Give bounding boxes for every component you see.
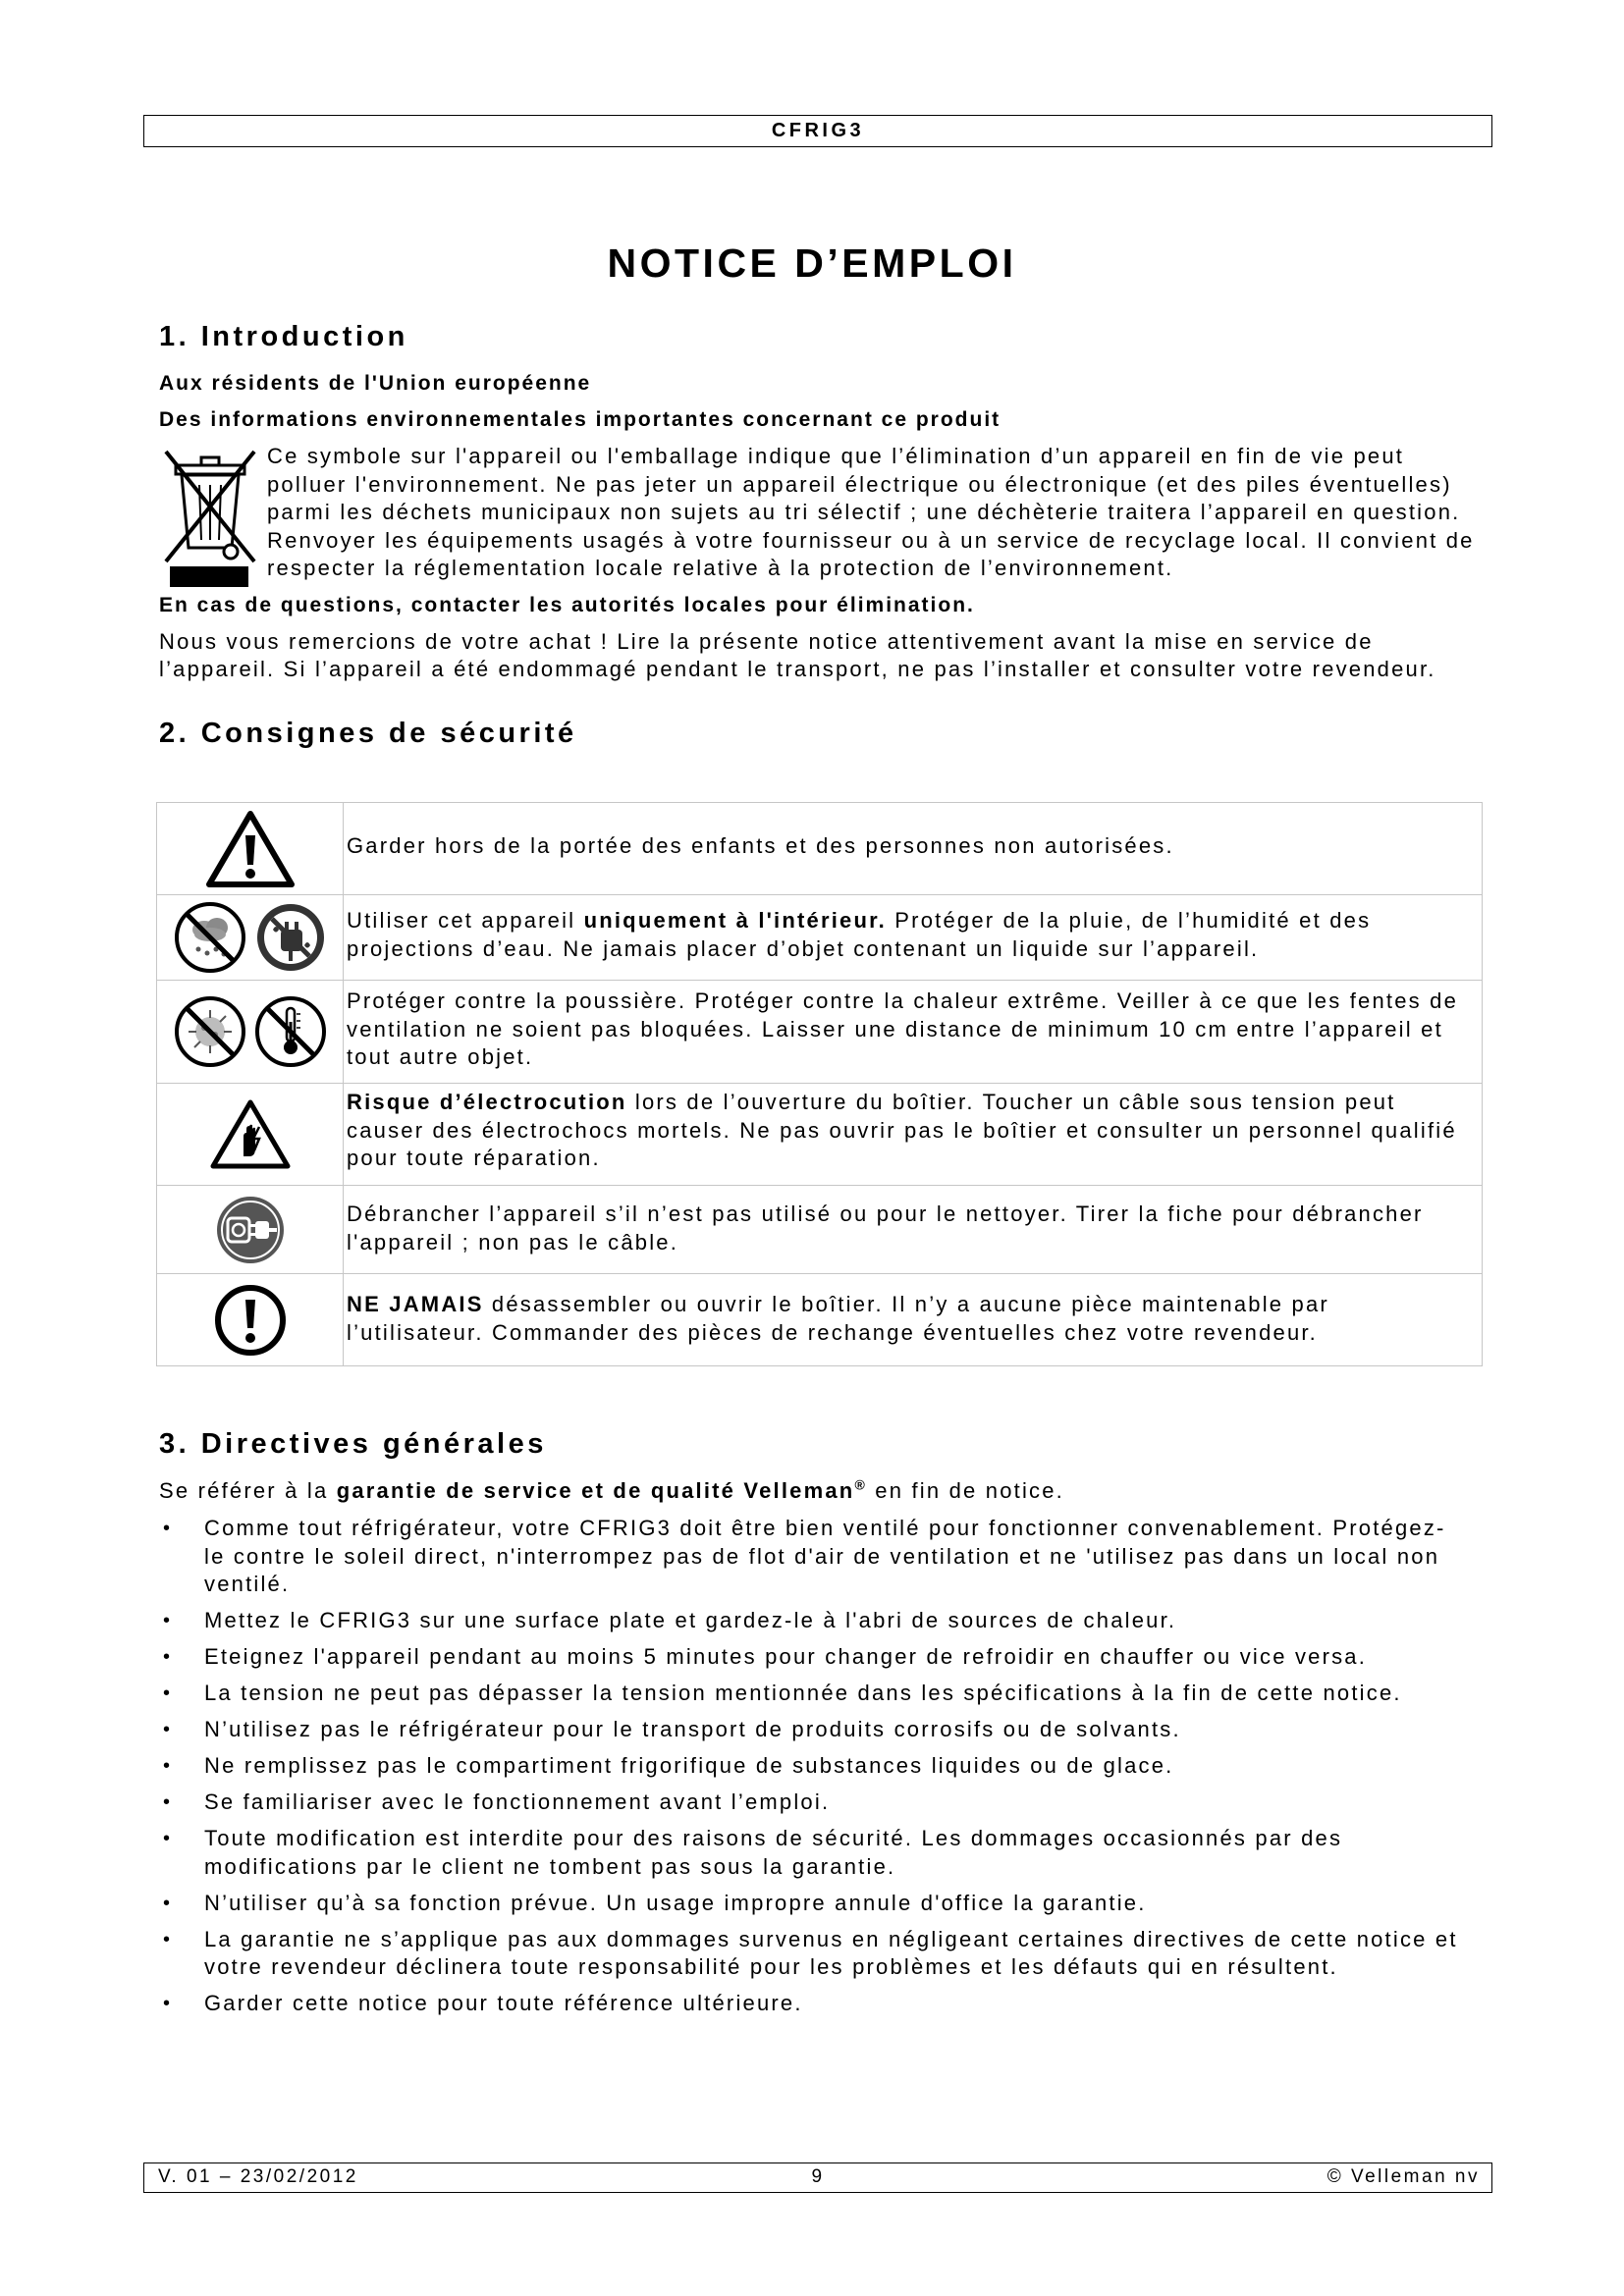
safety-icon-cell xyxy=(157,981,344,1083)
registered-mark: ® xyxy=(854,1476,867,1493)
safety-line: pour toute réparation. xyxy=(347,1146,601,1170)
indoor-only-emphasis: uniquement à l'intérieur. xyxy=(583,908,887,933)
list-item-line: Eteignez l'appareil pendant au moins 5 minutes pour changer de refroidir en chauffer ou vice versa. xyxy=(204,1644,1368,1669)
safety-line xyxy=(347,1291,1482,1319)
list-item-line: N’utiliser qu’à sa fonction prévue. Un usage impropre annule d'office la garantie. xyxy=(204,1890,1147,1915)
bullet-icon: • xyxy=(163,1610,173,1631)
safety-line: tout autre objet. xyxy=(347,1044,534,1069)
list-item xyxy=(0,1515,1624,1599)
section-heading-safety: 2. Consignes de sécurité xyxy=(159,718,577,749)
list-item-line: Se familiariser avec le fonctionnement avant l’emploi. xyxy=(204,1789,831,1814)
safety-line: Garder hors de la portée des enfants et des personnes non autorisées. xyxy=(347,833,1174,858)
version-date: V. 01 – 23/02/2012 xyxy=(158,2166,358,2187)
safety-text-cell xyxy=(344,981,1482,1083)
list-item xyxy=(0,1890,1624,1918)
warning-triangle-icon xyxy=(203,808,298,890)
safety-line: causer des électrochocs mortels. Ne pas ouvrir pas le boîtier et consulter un personnel qualifié xyxy=(347,1117,1457,1143)
list-item-line: La tension ne peut pas dépasser la tension mentionnée dans les spécifications à la fin de cette notice. xyxy=(204,1681,1402,1705)
list-item-line: Ne remplissez pas le compartiment frigorifique de substances liquides ou de glace. xyxy=(204,1753,1174,1778)
list-item-line: modifications par le client ne tombent pas sous la garantie. xyxy=(204,1853,896,1879)
bullet-icon: • xyxy=(163,1892,173,1914)
thanks-line: l’appareil. Si l’appareil a été endommagé pendant le transport, ne pas l’installer et consulter votre revendeur. xyxy=(159,656,1436,681)
list-item xyxy=(0,1716,1624,1744)
no-rain-icon xyxy=(173,900,247,975)
weee-line: Ce symbole sur l'appareil ou l'emballage indique que l’élimination d’un appareil en fin de vie peut xyxy=(267,444,1405,468)
list-item-line: Mettez le CFRIG3 sur une surface plate et gardez-le à l'abri de sources de chaleur. xyxy=(204,1608,1177,1632)
list-item xyxy=(0,1752,1624,1781)
list-item-line: le contre le soleil direct, n'interrompez pas de flot d'air de ventilation et ne 'utilisez pas dans un local non xyxy=(204,1543,1440,1569)
safety-text: désassembler ou ouvrir le boîtier. Il n’y a aucune pièce maintenable par xyxy=(483,1292,1329,1316)
section-heading-introduction: 1. Introduction xyxy=(159,321,408,352)
safety-row-no-disassembly xyxy=(157,1273,1482,1365)
electrocution-risk-emphasis: Risque d’électrocution xyxy=(347,1090,627,1114)
safety-text-cell xyxy=(344,1186,1482,1273)
crossed-out-wheelie-bin-icon xyxy=(160,438,260,589)
safety-line: Débrancher l’appareil s’il n’est pas utilisé ou pour le nettoyer. Tirer la fiche pour débrancher xyxy=(347,1201,1424,1226)
bullet-icon: • xyxy=(163,1646,173,1668)
weee-line: parmi les déchets municipaux non sujets au tri sélectif ; une déchèterie traitera l’appareil en question. xyxy=(267,500,1461,524)
safety-text: lors de l’ouverture du boîtier. Toucher un câble sous tension peut xyxy=(626,1090,1396,1114)
model-name: CFRIG3 xyxy=(771,120,865,141)
bullet-icon: • xyxy=(163,1993,173,2014)
safety-row-unplug xyxy=(157,1185,1482,1273)
safety-text-cell xyxy=(344,803,1482,894)
safety-icon-cell xyxy=(157,1186,344,1273)
no-water-on-plug-icon xyxy=(253,900,328,975)
list-item xyxy=(0,1680,1624,1708)
safety-row-indoor-use xyxy=(157,894,1482,980)
eu-residents-heading: Aux résidents de l'Union européenne xyxy=(159,372,592,395)
weee-line: respecter la réglementation locale relative à la protection de l’environnement. xyxy=(267,556,1174,580)
list-item-line: votre revendeur déclinera toute responsabilité pour les problèmes et les défauts qui en résultent. xyxy=(204,1954,1338,1979)
exclamation-circle-icon xyxy=(213,1283,288,1358)
environmental-info-heading: Des informations environnementales importantes concernant ce produit xyxy=(159,408,1001,431)
safety-text: Protéger de la pluie, de l’humidité et des xyxy=(886,908,1372,933)
warranty-reference-emphasis: garantie de service et de qualité Velleman xyxy=(336,1478,855,1503)
page-number: 9 xyxy=(811,2166,825,2187)
bullet-icon: • xyxy=(163,1755,173,1777)
bullet-icon: • xyxy=(163,1719,173,1740)
bullet-icon: • xyxy=(163,1928,173,1950)
electric-shock-warning-icon xyxy=(208,1097,293,1172)
warranty-reference-text: en fin de notice. xyxy=(866,1478,1064,1503)
list-item-line: Comme tout réfrigérateur, votre CFRIG3 doit être bien ventilé pour fonctionner convenablement. Protégez- xyxy=(204,1516,1446,1540)
bullet-icon: • xyxy=(163,1518,173,1539)
list-item-line: La garantie ne s’applique pas aux dommages survenus en négligeant certaines directives de cette notice et xyxy=(204,1926,1458,1951)
safety-row-supervision xyxy=(157,803,1482,894)
weee-line: polluer l'environnement. Ne pas jeter un appareil électrique ou électronique (et des piles éventuelles) xyxy=(267,471,1452,497)
weee-line: Renvoyer les équipements usagés à votre fournisseur ou à un service de recyclage local. Il convient de xyxy=(267,527,1475,553)
list-item-line: N’utilisez pas le réfrigérateur pour le transport de produits corrosifs ou de solvants. xyxy=(204,1717,1181,1741)
list-item-line: Toute modification est interdite pour des raisons de sécurité. Les dommages occasionnés par des xyxy=(204,1826,1343,1850)
safety-line: ventilation ne soient pas bloquées. Laisser une distance de minimum 10 cm entre l’appareil et xyxy=(347,1016,1443,1041)
list-item xyxy=(0,1643,1624,1672)
contact-authorities-note: En cas de questions, contacter les autorités locales pour élimination. xyxy=(159,594,975,616)
bullet-icon: • xyxy=(163,1682,173,1704)
guidelines-list xyxy=(0,1515,1624,2026)
safety-line xyxy=(347,1089,1482,1117)
safety-row-dust-heat xyxy=(157,980,1482,1083)
copyright: © Velleman nv xyxy=(1326,2166,1480,2187)
running-header xyxy=(143,115,1492,147)
safety-icon-cell xyxy=(157,895,344,980)
list-item-line: ventilé. xyxy=(204,1572,291,1596)
unplug-icon xyxy=(214,1194,287,1266)
running-footer xyxy=(143,2163,1492,2193)
bullet-icon: • xyxy=(163,1791,173,1813)
no-dust-icon xyxy=(173,994,247,1069)
safety-text-cell xyxy=(344,1274,1482,1365)
list-item-line: Garder cette notice pour toute référence ultérieure. xyxy=(204,1991,803,2015)
never-emphasis: NE JAMAIS xyxy=(347,1292,484,1316)
list-item xyxy=(0,1607,1624,1635)
thanks-paragraph xyxy=(159,628,1436,682)
document-title: NOTICE D’EMPLOI xyxy=(607,240,1017,286)
bullet-icon: • xyxy=(163,1828,173,1849)
safety-icon-cell xyxy=(157,803,344,894)
safety-line: projections d’eau. Ne jamais placer d’objet contenant un liquide sur l’appareil. xyxy=(347,935,1260,961)
safety-icon-cell xyxy=(157,1084,344,1185)
safety-icon-cell xyxy=(157,1274,344,1365)
safety-line: Protéger contre la poussière. Protéger contre la chaleur extrême. Veiller à ce que les fentes de xyxy=(347,988,1459,1013)
safety-row-electrocution xyxy=(157,1083,1482,1185)
warranty-reference-text: Se référer à la xyxy=(159,1478,337,1503)
safety-text-cell xyxy=(344,895,1482,980)
warranty-reference xyxy=(159,1477,1064,1506)
section-heading-general-guidelines: 3. Directives générales xyxy=(159,1428,547,1460)
thanks-line: Nous vous remercions de votre achat ! Lire la présente notice attentivement avant la mise en service de xyxy=(159,629,1374,654)
list-item xyxy=(0,1789,1624,1817)
safety-line: l’utilisateur. Commander des pièces de rechange éventuelles chez votre revendeur. xyxy=(347,1319,1318,1345)
list-item xyxy=(0,1990,1624,2018)
safety-line xyxy=(347,907,1482,935)
safety-text: Utiliser cet appareil xyxy=(347,908,584,933)
safety-text-cell xyxy=(344,1084,1482,1185)
no-heat-thermometer-icon xyxy=(253,994,328,1069)
weee-notice xyxy=(267,443,1475,583)
list-item xyxy=(0,1825,1624,1881)
list-item xyxy=(0,1926,1624,1982)
safety-line: l'appareil ; non pas le câble. xyxy=(347,1229,679,1255)
safety-table xyxy=(156,802,1483,1366)
